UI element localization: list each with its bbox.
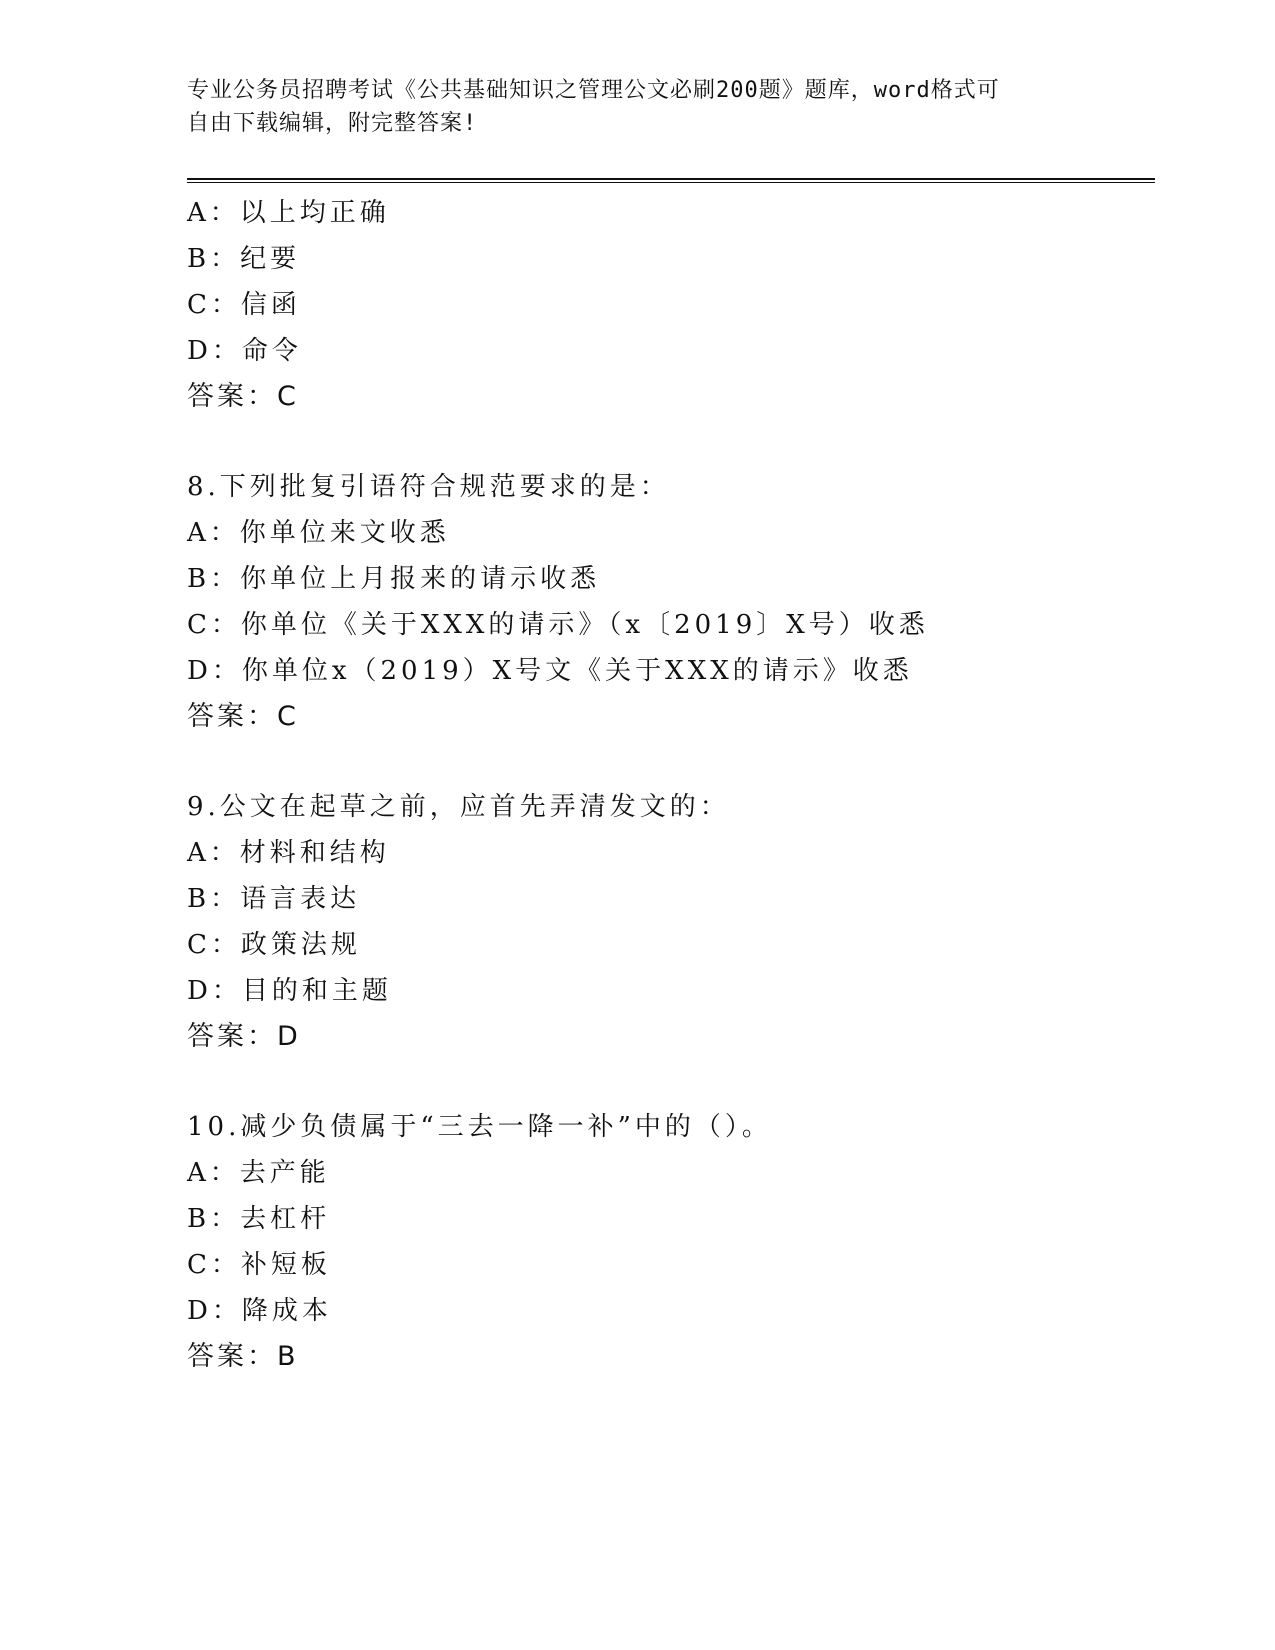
option-a: A：去产能	[187, 1158, 330, 1188]
question-9-block	[187, 784, 1187, 1060]
option-c: C：信函	[187, 290, 301, 320]
option-d: D：你单位x（2019）X号文《关于XXX的请示》收悉	[187, 656, 913, 686]
option-d: D：降成本	[187, 1296, 332, 1326]
option-b: B：纪要	[187, 244, 301, 274]
question-text: 9.公文在起草之前，应首先弄清发文的：	[187, 792, 730, 822]
option-a: A：材料和结构	[187, 838, 390, 868]
answer-label: 答案：B	[187, 1341, 299, 1372]
option-b: B：语言表达	[187, 884, 361, 914]
option-c: C：补短板	[187, 1250, 331, 1280]
option-a: A：以上均正确	[187, 198, 390, 228]
answer-label: 答案：C	[187, 701, 299, 732]
option-c: C：你单位《关于XXX的请示》（x〔2019〕X号）收悉	[187, 610, 929, 640]
answer-label: 答案：C	[187, 381, 299, 412]
question-text: 10.减少负债属于“三去一降一补”中的（）。	[187, 1112, 772, 1142]
option-a: A：你单位来文收悉	[187, 518, 450, 548]
option-b: B：你单位上月报来的请示收悉	[187, 564, 601, 594]
question-text: 8.下列批复引语符合规范要求的是：	[187, 472, 670, 502]
header-line-2: 自由下载编辑，附完整答案!	[187, 111, 478, 136]
option-d: D：目的和主题	[187, 976, 392, 1006]
header-line-1: 专业公务员招聘考试《公共基础知识之管理公文必刷200题》题库，word格式可	[187, 78, 1000, 103]
header-divider	[187, 178, 1155, 183]
spacer	[187, 740, 1187, 784]
question-7-block	[187, 190, 1187, 420]
question-8-block	[187, 464, 1187, 740]
question-list	[187, 190, 1187, 1380]
spacer	[187, 1060, 1187, 1104]
question-10-block	[187, 1104, 1187, 1380]
option-b: B：去杠杆	[187, 1204, 331, 1234]
spacer	[187, 420, 1187, 464]
answer-label: 答案：D	[187, 1021, 301, 1052]
option-d: D：命令	[187, 336, 302, 366]
document-header	[187, 74, 1087, 140]
option-c: C：政策法规	[187, 930, 361, 960]
